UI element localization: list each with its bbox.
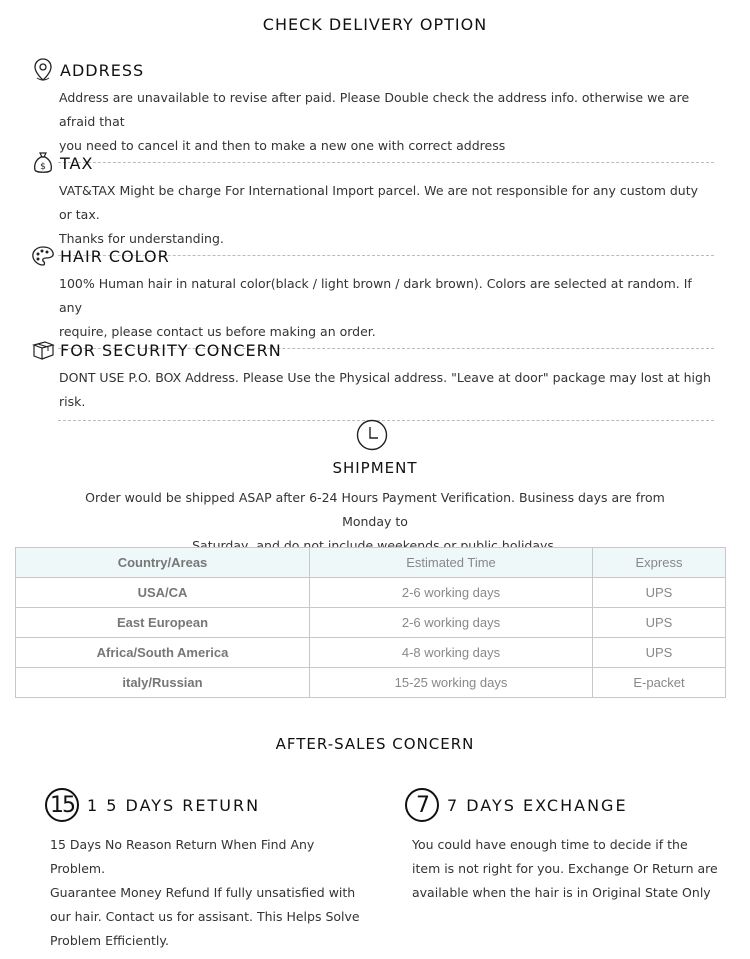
column-header: Express [593,548,726,578]
section-text-line: VAT&TAX Might be charge For International Import parcel. We are not responsible for any custom duty or tax. [59,183,699,222]
palette-icon [30,244,56,268]
policy-title: 1 5 DAYS RETURN [87,795,261,815]
section-text-line: Address are unavailable to revise after paid. Please Double check the address info. otherwise we are afraid that [59,90,690,129]
policy-text-line: available when the hair is in Original State Only [412,885,711,900]
shipment-text-line: Order would be shipped ASAP after 6-24 Hours Payment Verification. Business days are from Monday to [85,490,665,529]
section-title: TAX [60,153,94,173]
table-cell: italy/Russian [16,668,310,698]
table-cell: USA/CA [16,578,310,608]
clock-icon [356,419,388,455]
section-text-line: 100% Human hair in natural color(black / light brown / dark brown). Colors are selected at random. If any [59,276,692,315]
table-header-row [16,548,726,578]
exchange-policy [405,787,725,905]
svg-text:$: $ [40,162,46,172]
seven-badge-icon: 7 [405,788,439,822]
policy-title: 7 DAYS EXCHANGE [447,795,628,815]
policy-text-line: Guarantee Money Refund If fully unsatisfied with [50,885,356,900]
table-row [16,578,726,608]
table-cell: UPS [593,638,726,668]
security-section [30,338,714,421]
table-cell: 2-6 working days [310,608,593,638]
section-text-line: DONT USE P.O. BOX Address. Please Use the Physical address. "Leave at door" package may lost at high risk. [59,370,711,409]
table-cell: UPS [593,608,726,638]
fifteen-badge-icon: 15 [45,788,79,822]
policy-text-line: our hair. Contact us for assisant. This Helps Solve [50,909,360,924]
location-pin-icon [30,58,56,82]
hair-color-section [30,244,714,349]
section-text-line: you need to cancel it and then to make a new one with correct address [59,138,506,153]
page-title: CHECK DELIVERY OPTION [262,15,488,34]
table-cell: Africa/South America [16,638,310,668]
table-cell: 2-6 working days [310,578,593,608]
policy-text-line: Problem Efficiently. [50,933,169,948]
table-cell: 15-25 working days [310,668,593,698]
after-sales-title: AFTER-SALES CONCERN [275,735,475,753]
money-bag-icon [30,151,56,175]
shipment-text-line: Saturday, and do not include weekends or public holidays. [192,538,558,553]
section-title: HAIR COLOR [60,246,170,266]
policy-text-line: You could have enough time to decide if the [412,837,688,852]
table-row [16,608,726,638]
package-box-icon [30,338,56,362]
policy-text-line: item is not right for you. Exchange Or Return are [412,861,718,876]
table-row [16,668,726,698]
section-title: FOR SECURITY CONCERN [60,340,282,360]
table-cell: UPS [593,578,726,608]
column-header: Country/Areas [16,548,310,578]
address-section [30,58,714,163]
policy-text-line: 15 Days No Reason Return When Find Any Problem. [50,837,315,876]
shipping-table [15,547,726,698]
tax-section [30,151,714,256]
table-cell: 4-8 working days [310,638,593,668]
column-header: Estimated Time [310,548,593,578]
table-row [16,638,726,668]
table-cell: East European [16,608,310,638]
section-title: ADDRESS [60,60,145,80]
section-text-line: require, please contact us before making an order. [59,324,376,339]
return-policy [45,787,365,953]
section-text-line: Thanks for understanding. [59,231,224,246]
shipment-title: SHIPMENT [332,459,418,477]
table-cell: E-packet [593,668,726,698]
